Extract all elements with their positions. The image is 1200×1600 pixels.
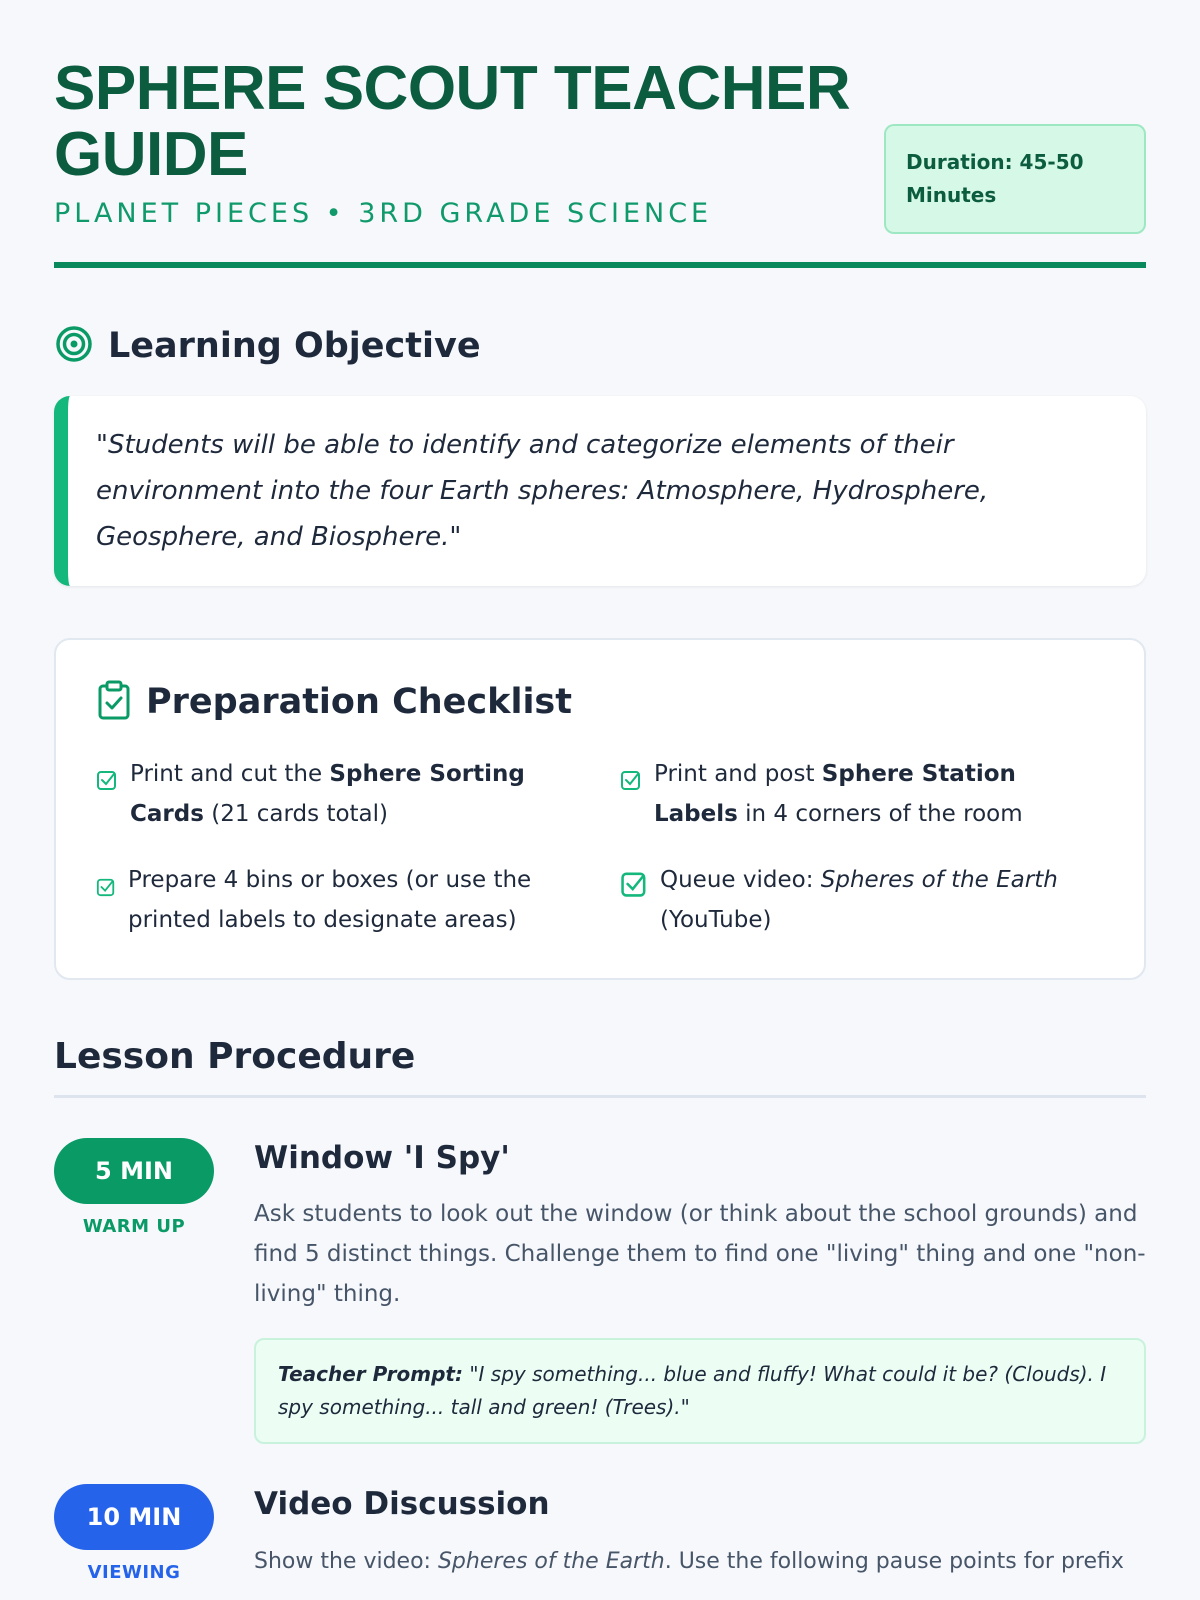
procedure-step <box>54 1138 1146 1444</box>
objective-heading: Learning Objective <box>108 326 481 366</box>
item-text-pre: Print and cut the <box>130 761 330 787</box>
page-header <box>54 0 1146 268</box>
checkbox-icon[interactable] <box>620 870 648 911</box>
item-text-pre: Print and post <box>654 761 822 787</box>
item-text-pre: Queue video: <box>660 867 821 893</box>
checklist-item[interactable] <box>620 754 1104 834</box>
checklist-item[interactable] <box>620 860 1104 940</box>
time-pill: 10 MIN <box>54 1484 214 1550</box>
checkbox-icon[interactable] <box>96 870 116 910</box>
objective-heading-row <box>54 324 1146 368</box>
item-text-post: in 4 corners of the room <box>737 801 1023 827</box>
item-text-italic: Spheres of the Earth <box>820 867 1058 893</box>
step-description <box>254 1542 1146 1582</box>
checklist-heading: Preparation Checklist <box>146 682 572 722</box>
checklist-grid <box>96 754 1104 940</box>
checkbox-icon[interactable] <box>96 764 118 804</box>
checklist-item-text <box>660 860 1104 940</box>
teacher-prompt <box>254 1338 1146 1444</box>
checklist-item-text <box>130 754 580 834</box>
step-title: Video Discussion <box>254 1486 550 1522</box>
item-text-post: (21 cards total) <box>203 801 389 827</box>
page-title: SPHERE SCOUT TEACHER GUIDE <box>54 54 851 189</box>
target-icon <box>54 324 94 368</box>
duration-badge: Duration: 45-50 Minutes <box>884 124 1146 234</box>
checklist-item[interactable] <box>96 860 580 940</box>
phase-label: WARM UP <box>82 1216 186 1237</box>
checklist-item[interactable] <box>96 754 580 834</box>
clipboard-check-icon <box>96 680 132 724</box>
item-text-bold: Sphere Sorting Cards <box>130 761 525 827</box>
step-title: Window 'I Spy' <box>254 1140 510 1176</box>
step-description: Ask students to look out the window (or think about the school grounds) and find 5 distinct things. Challenge them to find one "living" thing and one "non-living" thing. <box>254 1201 1146 1307</box>
prompt-text: "I spy something... blue and fluffy! What could it be? (Clouds). I spy something... tall and green! (Trees)." <box>278 1362 1107 1419</box>
step-text-pre: Show the video: <box>254 1549 438 1574</box>
checklist-item-text <box>654 754 1104 834</box>
objective-quote: "Students will be able to identify and categorize elements of their environment into the four Earth spheres: Atmosphere, Hydrosphere, Geosphere, and Biosphere." <box>54 396 1146 586</box>
step-text-italic: Spheres of the Earth <box>437 1549 665 1574</box>
item-text-bold: Sphere Station Labels <box>654 761 1016 827</box>
step-timing <box>54 1484 214 1583</box>
procedure-step <box>54 1484 1146 1583</box>
checkbox-icon[interactable] <box>620 764 642 804</box>
step-body <box>254 1484 1146 1583</box>
checklist-heading-row <box>96 680 1104 724</box>
step-timing <box>54 1138 214 1444</box>
step-body <box>254 1138 1146 1444</box>
page-subtitle: PLANET PIECES • 3RD GRADE SCIENCE <box>54 198 713 229</box>
phase-label: VIEWING <box>87 1562 181 1583</box>
procedure-heading: Lesson Procedure <box>54 1036 1146 1098</box>
item-text-post: (YouTube) <box>660 907 772 933</box>
preparation-checklist <box>54 638 1146 980</box>
checklist-item-text: Prepare 4 bins or boxes (or use the printed labels to designate areas) <box>128 867 532 933</box>
time-pill: 5 MIN <box>54 1138 214 1204</box>
step-text-post: . Use the following pause points for prefix <box>664 1549 1124 1574</box>
prompt-label: Teacher Prompt: <box>278 1362 463 1386</box>
